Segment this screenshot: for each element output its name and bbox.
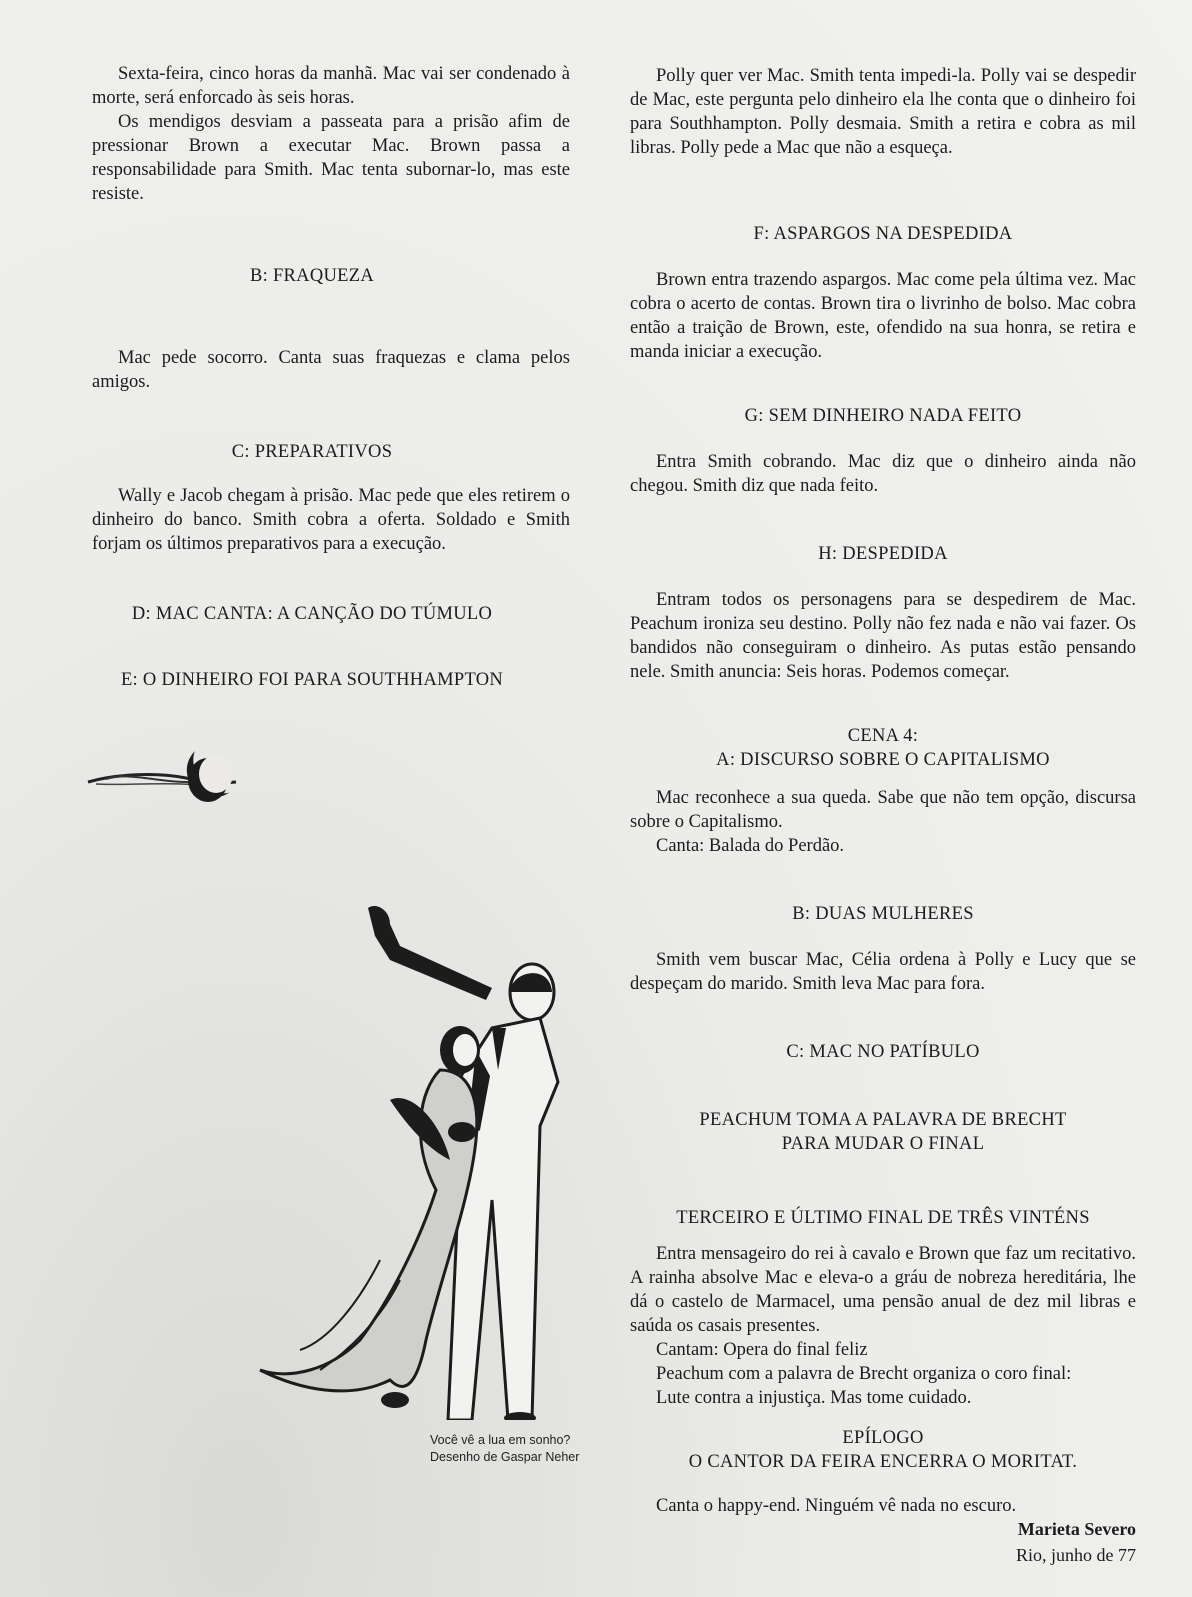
- section-heading-a-capitalismo: A: DISCURSO SOBRE O CAPITALISMO: [716, 750, 1050, 770]
- section-text-f-aspargos: Brown entra trazendo aspargos. Mac come pela última vez. Mac cobra o acerto de contas. Brown tira o livrinho de bolso. Mac cobra então a traição de Brown, este, ofendido na sua honra, se retira e manda iniciar a execução.: [630, 270, 1136, 362]
- right-intro-paragraph: Polly quer ver Mac. Smith tenta impedi-la. Polly vai se despedir de Mac, este pergunta pelo dinheiro ela lhe conta que o dinheiro foi para Southhampton. Polly desmaia. Smith a retira e cobra as mil libras. Polly pede a Mac que não a esqueça.: [630, 66, 1136, 158]
- section-heading-terceiro-final: TERCEIRO E ÚLTIMO FINAL DE TRÊS VINTÉNS: [676, 1208, 1090, 1228]
- section-text-a-capitalismo: Mac reconhece a sua queda. Sabe que não tem opção, discursa sobre o Capitalismo. Canta: Balada do Perdão.: [630, 788, 1136, 856]
- final-line-2: Peachum com a palavra de Brecht organiza o coro final:: [656, 1364, 1072, 1384]
- section-heading-e-dinheiro-southhampton: E: O DINHEIRO FOI PARA SOUTHHAMPTON: [120, 670, 504, 690]
- section-heading-epilogo: EPÍLOGO: [842, 1428, 924, 1448]
- section-heading-b-duas-mulheres: B: DUAS MULHERES: [792, 904, 974, 924]
- section-heading-g-sem-dinheiro: G: SEM DINHEIRO NADA FEITO: [744, 406, 1022, 426]
- crescent-moon-icon: [86, 744, 256, 814]
- balada-do-perdao-line: Canta: Balada do Perdão.: [656, 836, 845, 856]
- section-heading-b-fraqueza: B: FRAQUEZA: [249, 266, 375, 286]
- section-text-b-duas-mulheres: Smith vem buscar Mac, Célia ordena à Polly e Lucy que se despeçam do marido. Smith leva Mac para fora.: [630, 950, 1136, 994]
- caption-line-1: Você vê a lua em sonho?: [430, 1433, 571, 1447]
- section-text-c-preparativos: Wally e Jacob chegam à prisão. Mac pede que eles retirem o dinheiro do banco. Smith cobra a oferta. Soldado e Smith forjam os últimos preparativos para a execução.: [92, 486, 570, 554]
- section-text-terceiro-final: Entra mensageiro do rei à cavalo e Brown que faz um recitativo. A rainha absolve Mac e eleva-o a gráu de nobreza hereditária, lhe dá o castelo de Marmacel, uma pensão anual de dez mil libras e saúda os casais presentes. Cantam: Opera do final feliz Peachum com a palavra de Brecht organiza o coro final: Lute contra a injustiça. Mas tome cuidado.: [630, 1244, 1136, 1408]
- signature-place-date: Rio, junho de 77: [1016, 1545, 1136, 1565]
- section-text-g-sem-dinheiro: Entra Smith cobrando. Mac diz que o dinheiro ainda não chegou. Smith diz que nada feito.: [630, 452, 1136, 496]
- caption-line-2: Desenho de Gaspar Neher: [430, 1450, 580, 1464]
- section-heading-cena-4: CENA 4:: [847, 726, 919, 746]
- signature: [630, 1516, 1136, 1568]
- section-heading-cantor-feira: O CANTOR DA FEIRA ENCERRA O MORITAT.: [688, 1452, 1078, 1472]
- final-line-1: Cantam: Opera do final feliz: [656, 1340, 868, 1360]
- section-heading-c-preparativos: C: PREPARATIVOS: [231, 442, 393, 462]
- section-text-b-fraqueza: Mac pede socorro. Canta suas fraquezas e clama pelos amigos.: [92, 348, 570, 392]
- dancing-couple-illustration: [240, 900, 570, 1420]
- illustration-caption: [430, 1432, 630, 1466]
- section-text-epilogo: Canta o happy-end. Ninguém vê nada no escuro.: [656, 1496, 1017, 1516]
- section-heading-peachum-palavra: PEACHUM TOMA A PALAVRA DE BRECHT: [699, 1110, 1067, 1130]
- section-text-h-despedida: Entram todos os personagens para se despedirem de Mac. Peachum ironiza seu destino. Polly não fez nada e não vai fazer. Os bandidos não conseguiram o dinheiro. As putas estão pensando nele. Smith anuncia: Seis horas. Podemos começar.: [630, 590, 1136, 682]
- section-heading-h-despedida: H: DESPEDIDA: [818, 544, 948, 564]
- signature-name: Marieta Severo: [1017, 1519, 1136, 1539]
- final-line-3: Lute contra a injustiça. Mas tome cuidado.: [656, 1388, 972, 1408]
- section-heading-f-aspargos: F: ASPARGOS NA DESPEDIDA: [753, 224, 1013, 244]
- section-heading-mudar-final: PARA MUDAR O FINAL: [781, 1134, 985, 1154]
- section-heading-d-cancao-do-tumulo: D: MAC CANTA: A CANÇÃO DO TÚMULO: [131, 604, 493, 624]
- section-heading-c-patibulo: C: MAC NO PATÍBULO: [786, 1042, 980, 1062]
- intro-paragraph-2: Os mendigos desviam a passeata para a prisão afim de pressionar Brown a executar Mac. Brown passa a responsabilidade para Smith. Mac tenta subornar-lo, mas este resiste.: [92, 112, 570, 204]
- intro-paragraph-1: Sexta-feira, cinco horas da manhã. Mac vai ser condenado à morte, será enforcado às seis horas.: [92, 64, 570, 108]
